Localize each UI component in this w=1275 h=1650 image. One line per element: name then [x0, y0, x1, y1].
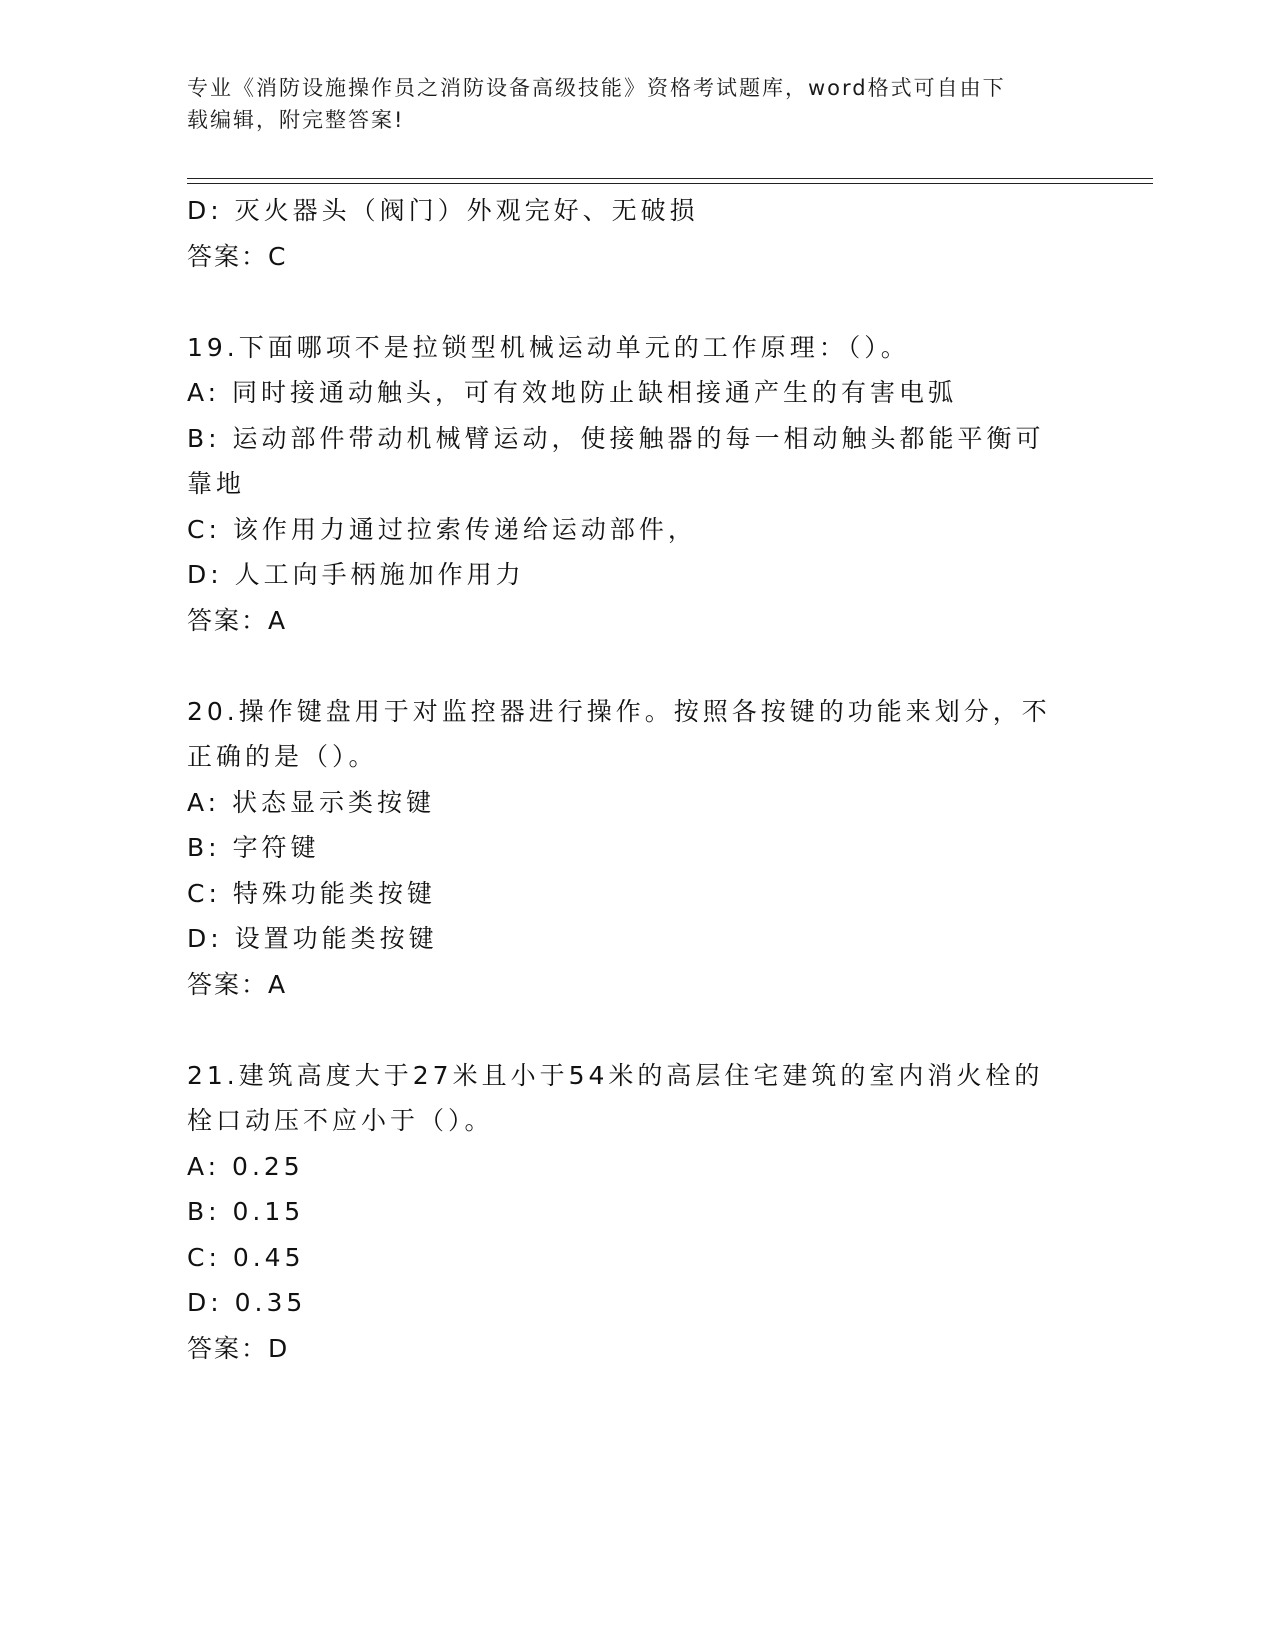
question-18-tail — [187, 188, 1067, 279]
option-c: C: 0.45 — [187, 1242, 305, 1272]
header-line-2: 载编辑，附完整答案! — [187, 108, 405, 132]
option-b: B: 运动部件带动机械臂运动，使接触器的每一相动触头都能平衡可靠地 — [187, 423, 1045, 498]
option-a: A: 0.25 — [187, 1151, 304, 1181]
answer: 答案：D — [187, 1333, 290, 1363]
header-divider-bottom — [187, 183, 1153, 184]
option-b: B: 字符键 — [187, 833, 320, 862]
option-a: A: 状态显示类按键 — [187, 787, 436, 817]
question-stem: 19.下面哪项不是拉锁型机械运动单元的工作原理：（）。 — [187, 332, 910, 362]
question-20 — [187, 689, 1067, 1008]
question-stem: 20.操作键盘用于对监控器进行操作。按照各按键的功能来划分，不正确的是（）。 — [187, 696, 1051, 771]
option-d: D: 设置功能类按键 — [187, 924, 438, 953]
option-d: D: 0.35 — [187, 1288, 307, 1317]
question-list — [187, 188, 1067, 1371]
answer: 答案：C — [187, 241, 288, 271]
option-b: B: 0.15 — [187, 1197, 305, 1226]
spacer — [187, 643, 1067, 689]
document-header — [187, 72, 1067, 136]
option-c: C: 特殊功能类按键 — [187, 878, 436, 908]
spacer — [187, 279, 1067, 325]
answer: 答案：A — [187, 605, 288, 635]
spacer — [187, 1007, 1067, 1053]
question-19 — [187, 325, 1067, 644]
option-d: D: 灭火器头（阀门）外观完好、无破损 — [187, 196, 699, 225]
question-21 — [187, 1053, 1067, 1372]
option-c: C: 该作用力通过拉索传递给运动部件， — [187, 514, 697, 544]
header-divider-top — [187, 178, 1153, 179]
question-stem: 21.建筑高度大于27米且小于54米的高层住宅建筑的室内消火栓的栓口动压不应小于（）。 — [187, 1060, 1044, 1135]
header-line-1: 专业《消防设施操作员之消防设备高级技能》资格考试题库，word格式可自由下 — [187, 76, 1006, 100]
answer: 答案：A — [187, 969, 288, 999]
option-d: D: 人工向手柄施加作用力 — [187, 560, 525, 589]
option-a: A: 同时接通动触头，可有效地防止缺相接通产生的有害电弧 — [187, 378, 958, 407]
